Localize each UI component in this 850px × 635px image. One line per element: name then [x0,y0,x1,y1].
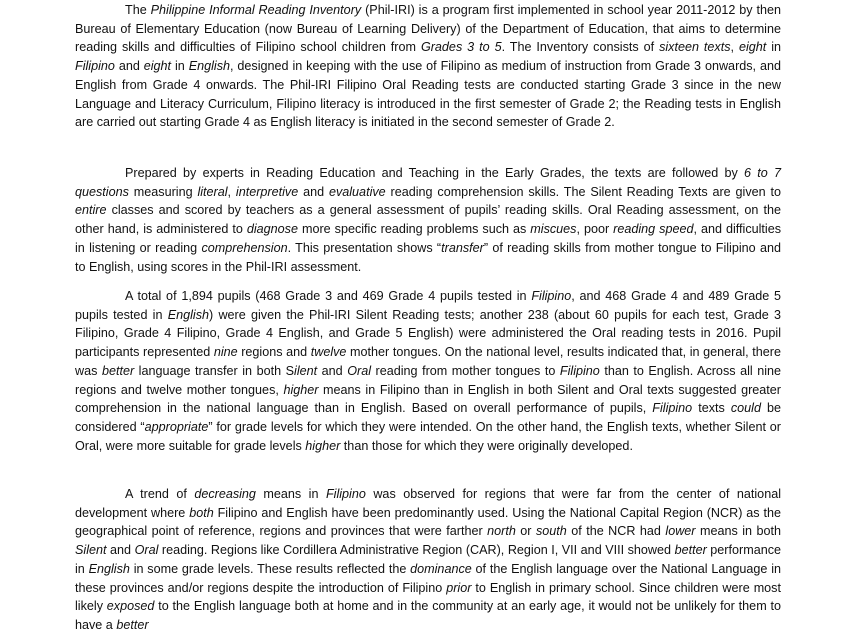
italic-text: sixteen texts [659,40,731,55]
text-run: A total of 1,894 pupils (468 Grade 3 and 469 Grade 4 pupils tested in [125,289,532,303]
text-run: than those for which they were originally developed. [340,438,633,453]
italic-text: English [88,561,130,576]
text-run: mother tongues. On the national level, results indicated that, in general, there was [75,345,781,378]
text-run: in some grade levels. These results reflected the [129,561,411,576]
text-run: language transfer in both S [134,363,295,378]
italic-text: diagnose [246,222,298,237]
text-run: , [730,40,739,55]
italic-text: Oral [347,363,372,378]
italic-text: lower [665,524,696,539]
text-run: measuring [128,184,198,199]
italic-text: transfer [441,240,484,255]
text-run: and [106,543,135,558]
italic-text: nine [213,345,238,360]
italic-text: better [674,543,707,558]
italic-text: Filipino [325,487,366,501]
text-run: texts [692,401,731,416]
text-run: of the English language over the National Language in these provinces and/or regions despite the introduction of Filipino [75,561,781,595]
italic-text: Philippine Informal Reading Inventory [150,3,362,17]
italic-text: twelve [310,345,347,360]
italic-text: miscues [530,222,577,237]
text-run: performance in [75,543,781,576]
text-run: , poor [576,222,614,237]
italic-text: Grades 3 to 5 [420,40,502,55]
italic-text: could [730,401,761,416]
italic-text: 6 to 7 questions [75,166,781,199]
italic-text: higher [305,438,341,453]
text-run: was observed for regions that were far from the center of national development where [75,487,781,520]
italic-text: Oral [134,543,159,558]
text-run: A trend of [125,487,195,501]
text-run: (Phil-IRI) is a program first implemented in school year 2011-2012 by then Bureau of Elementary Education (now Bureau of Learning Delivery) of the Department of Education, that aims to determine reading skills and difficulties of Filipino school children from [75,3,781,55]
text-run: be considered “ [75,401,781,434]
italic-text: better [116,617,149,632]
text-run: means in Filipino than in English in both Silent and Oral texts suggested greater comprehension in the national language than in English. Based on overall performance of pupils, [75,382,781,416]
text-run: and [298,184,329,199]
text-run: Prepared by experts in Reading Education and Teaching in the Early Grades, the texts are followed by [125,166,744,180]
text-run: regions and [237,345,311,360]
text-run: more specific reading problems such as [297,222,531,237]
text-run: in [171,59,189,74]
italic-text: appropriate [144,419,209,434]
text-run: ) were given the Phil-IRI Silent Reading tests; another 238 (about 60 pupils for each test, Grade 3 Filipino, Grade 4 Filipino, Grade 4 English, and Grade 5 English) were administered the Oral reading tests in 2016. Pupil participants represented [75,307,782,360]
italic-text: evaluative [328,184,386,199]
text-run: means in both [695,524,781,539]
italic-text: Filipino [75,59,115,74]
text-run: to the English language both at home and in the community at an early age, it would not be unlikely for them to have a [75,599,781,632]
text-run: Filipino and English have been predominantly used. Using the National Capital Region (NCR) as the geographical point of reference, regions and provinces that were farther [75,505,782,539]
text-run: classes and scored by teachers as a general assessment of pupils’ reading skills. Oral Reading assessment, on the other hand, is administered to [75,203,781,237]
italic-text: ilent [294,363,318,378]
text-run: , and 468 Grade 4 and 489 Grade 5 pupils tested in [75,289,781,322]
italic-text: dominance [410,561,472,576]
paragraph-results [75,287,781,455]
italic-text: both [189,505,214,520]
text-run: ” for grade levels for which they were intended. On the other hand, the English texts, whether Silent or Oral, were more suitable for grade levels [75,419,781,453]
italic-text: exposed [106,599,155,614]
text-run: reading comprehension skills. The Silent Reading Texts are given to [385,184,781,199]
italic-text: decreasing [194,487,256,501]
italic-text: Filipino [652,401,693,416]
paragraph-test-design [75,164,781,276]
text-run: and [317,363,348,378]
text-run: , and difficulties in listening or reading [75,222,782,255]
italic-text: comprehension [201,240,288,255]
text-run: , designed in keeping with the use of Filipino as medium of instruction from Grade 3 onwards, and English from Grade 4 onwards. The Phil-IRI Filipino Oral Reading tests are conducted starting Grade 3 since in the new Language and Literacy Curriculum, Filipino literacy is introduced in the first semester of Grade 2; the Reading tests in English are carried out starting Grade 4 as English literacy is initiated in the second semester of Grade 2. [75,59,781,130]
text-run: or [515,524,536,539]
italic-text: eight [738,40,767,55]
text-run: than to English. Across all nine regions and twelve mother tongues, [75,363,782,397]
italic-text: reading speed [613,222,694,237]
italic-text: entire [75,203,107,218]
italic-text: Silent [75,543,107,558]
paragraph-phil-iri-overview [75,1,781,132]
paragraph-regional-trend [75,485,781,635]
italic-text: Filipino [531,289,572,303]
text-run: means in [255,487,326,501]
text-run: . The Inventory consists of [501,40,660,55]
text-run: and [114,59,144,74]
italic-text: literal [197,184,228,199]
italic-text: better [101,363,135,378]
text-run: to English in primary school. Since children were most likely [75,580,781,614]
italic-text: interpretive [235,184,299,199]
italic-text: south [535,524,567,539]
italic-text: English [167,307,210,322]
text-run: reading. Regions like Cordillera Administrative Region (CAR), Region I, VII and VIII showed [158,543,675,558]
italic-text: prior [446,580,472,595]
text-run: in [766,40,782,55]
italic-text: north [487,524,516,539]
text-run: ” of reading skills from mother tongue to Filipino and to English, using scores in the Phil-IRI assessment. [75,240,781,274]
text-run: The [125,3,151,17]
text-run: of the NCR had [566,524,666,539]
italic-text: eight [143,59,172,74]
text-run: , [227,184,236,199]
italic-text: higher [283,382,319,397]
italic-text: English [188,59,231,74]
text-run: . This presentation shows “ [287,240,442,255]
italic-text: Filipino [559,363,600,378]
text-run: reading from mother tongues to [371,363,560,378]
